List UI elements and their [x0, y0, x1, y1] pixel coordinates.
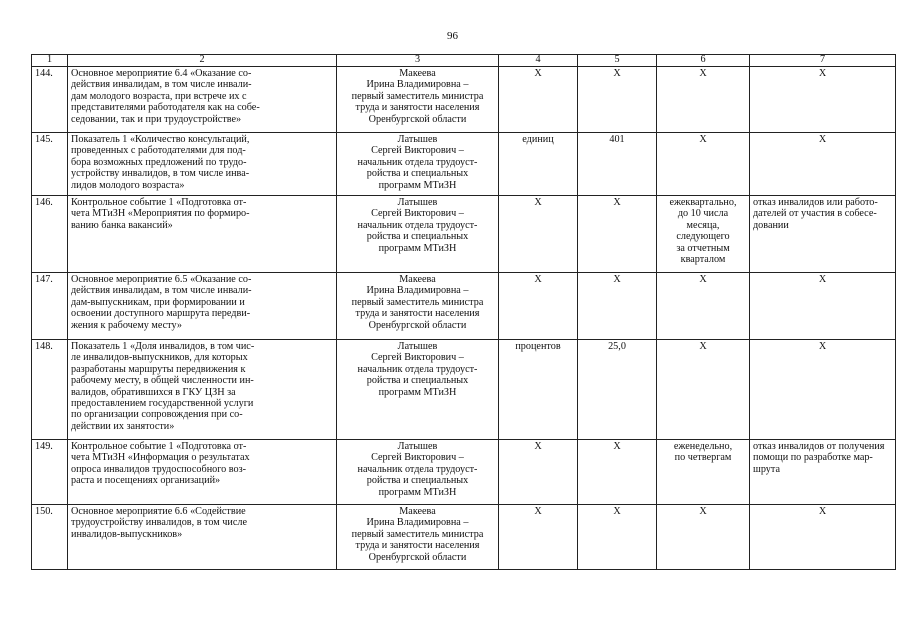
measures-table: [31, 54, 896, 570]
period-cell: ежеквартально, до 10 числа месяца, следующего за отчетным кварталом: [657, 196, 750, 273]
table-row: [32, 440, 896, 505]
table-row: [32, 67, 896, 133]
column-number: 2: [68, 55, 337, 67]
column-number: 5: [578, 55, 657, 67]
responsible-person: Латышев Сергей Викторович – начальник отдела трудоуст- ройства и специальных программ МТиЗН: [337, 196, 499, 273]
responsible-person: Латышев Сергей Викторович – начальник отдела трудоуст- ройства и специальных программ МТиЗН: [337, 340, 499, 440]
period-cell: X: [657, 273, 750, 340]
value-cell: 401: [578, 133, 657, 196]
value-cell: 25,0: [578, 340, 657, 440]
value-cell: X: [578, 67, 657, 133]
unit-cell: единиц: [499, 133, 578, 196]
responsible-person: Латышев Сергей Викторович – начальник отдела трудоуст- ройства и специальных программ МТиЗН: [337, 133, 499, 196]
table-row: [32, 505, 896, 570]
page-number: 96: [447, 30, 458, 42]
column-number: 3: [337, 55, 499, 67]
column-number: 6: [657, 55, 750, 67]
risk-cell: X: [750, 133, 896, 196]
period-cell: X: [657, 505, 750, 570]
responsible-person: Макеева Ирина Владимировна – первый заместитель министра труда и занятости населения Оренбургской области: [337, 273, 499, 340]
column-number: 4: [499, 55, 578, 67]
unit-cell: X: [499, 505, 578, 570]
table-row: [32, 133, 896, 196]
table-row: [32, 273, 896, 340]
value-cell: X: [578, 440, 657, 505]
row-number: 144.: [32, 67, 68, 133]
measure-name: Основное мероприятие 6.5 «Оказание со- действия инвалидам, в том числе инвали- дам-выпускникам, при формировании и освоении доступного маршрута передви- жения к рабочему месту»: [68, 273, 337, 340]
risk-cell: X: [750, 505, 896, 570]
column-number: 7: [750, 55, 896, 67]
measure-name: Основное мероприятие 6.6 «Содействие трудоустройству инвалидов, в том числе инвалидов-выпускников»: [68, 505, 337, 570]
unit-cell: X: [499, 273, 578, 340]
risk-cell: отказ инвалидов или работо- дателей от участия в собесе- довании: [750, 196, 896, 273]
value-cell: X: [578, 273, 657, 340]
column-number: 1: [32, 55, 68, 67]
row-number: 147.: [32, 273, 68, 340]
responsible-person: Латышев Сергей Викторович – начальник отдела трудоуст- ройства и специальных программ МТиЗН: [337, 440, 499, 505]
responsible-person: Макеева Ирина Владимировна – первый заместитель министра труда и занятости населения Оренбургской области: [337, 67, 499, 133]
measure-name: Основное мероприятие 6.4 «Оказание со- действия инвалидам, в том числе инвали- дам молодого возраста, при встрече их с представителями работодателя как на собе- седовании, так и при трудоустройстве»: [68, 67, 337, 133]
row-number: 146.: [32, 196, 68, 273]
measure-name: Контрольное событие 1 «Подготовка от- чета МТиЗН «Мероприятия по формиро- ванию банка вакансий»: [68, 196, 337, 273]
risk-cell: отказ инвалидов от получения помощи по разработке мар- шрута: [750, 440, 896, 505]
period-cell: еженедельно, по четвергам: [657, 440, 750, 505]
value-cell: X: [578, 505, 657, 570]
unit-cell: X: [499, 440, 578, 505]
period-cell: X: [657, 340, 750, 440]
row-number: 148.: [32, 340, 68, 440]
measure-name: Контрольное событие 1 «Подготовка от- чета МТиЗН «Информация о результатах опроса инвалидов трудоспособного воз- раста и посещениях организаций»: [68, 440, 337, 505]
value-cell: X: [578, 196, 657, 273]
measure-name: Показатель 1 «Доля инвалидов, в том чис- ле инвалидов-выпускников, для которых разработаны маршруты передвижения к рабочему месту, в общей численности ин- валидов, обратившихся в ГКУ ЦЗН за предоставлением государственной услуги по организации сопровождения при со- действии их занятости»: [68, 340, 337, 440]
column-number-row: [32, 55, 896, 67]
risk-cell: X: [750, 340, 896, 440]
row-number: 150.: [32, 505, 68, 570]
row-number: 149.: [32, 440, 68, 505]
risk-cell: X: [750, 67, 896, 133]
unit-cell: процентов: [499, 340, 578, 440]
table-row: [32, 196, 896, 273]
measure-name: Показатель 1 «Количество консультаций, проведенных с работодателями для под- бора возможных предложений по трудо- устройству инвалидов, в том числе инва- лидов молодого возраста»: [68, 133, 337, 196]
risk-cell: X: [750, 273, 896, 340]
period-cell: X: [657, 67, 750, 133]
responsible-person: Макеева Ирина Владимировна – первый заместитель министра труда и занятости населения Оренбургской области: [337, 505, 499, 570]
table-row: [32, 340, 896, 440]
period-cell: X: [657, 133, 750, 196]
unit-cell: X: [499, 196, 578, 273]
unit-cell: X: [499, 67, 578, 133]
row-number: 145.: [32, 133, 68, 196]
